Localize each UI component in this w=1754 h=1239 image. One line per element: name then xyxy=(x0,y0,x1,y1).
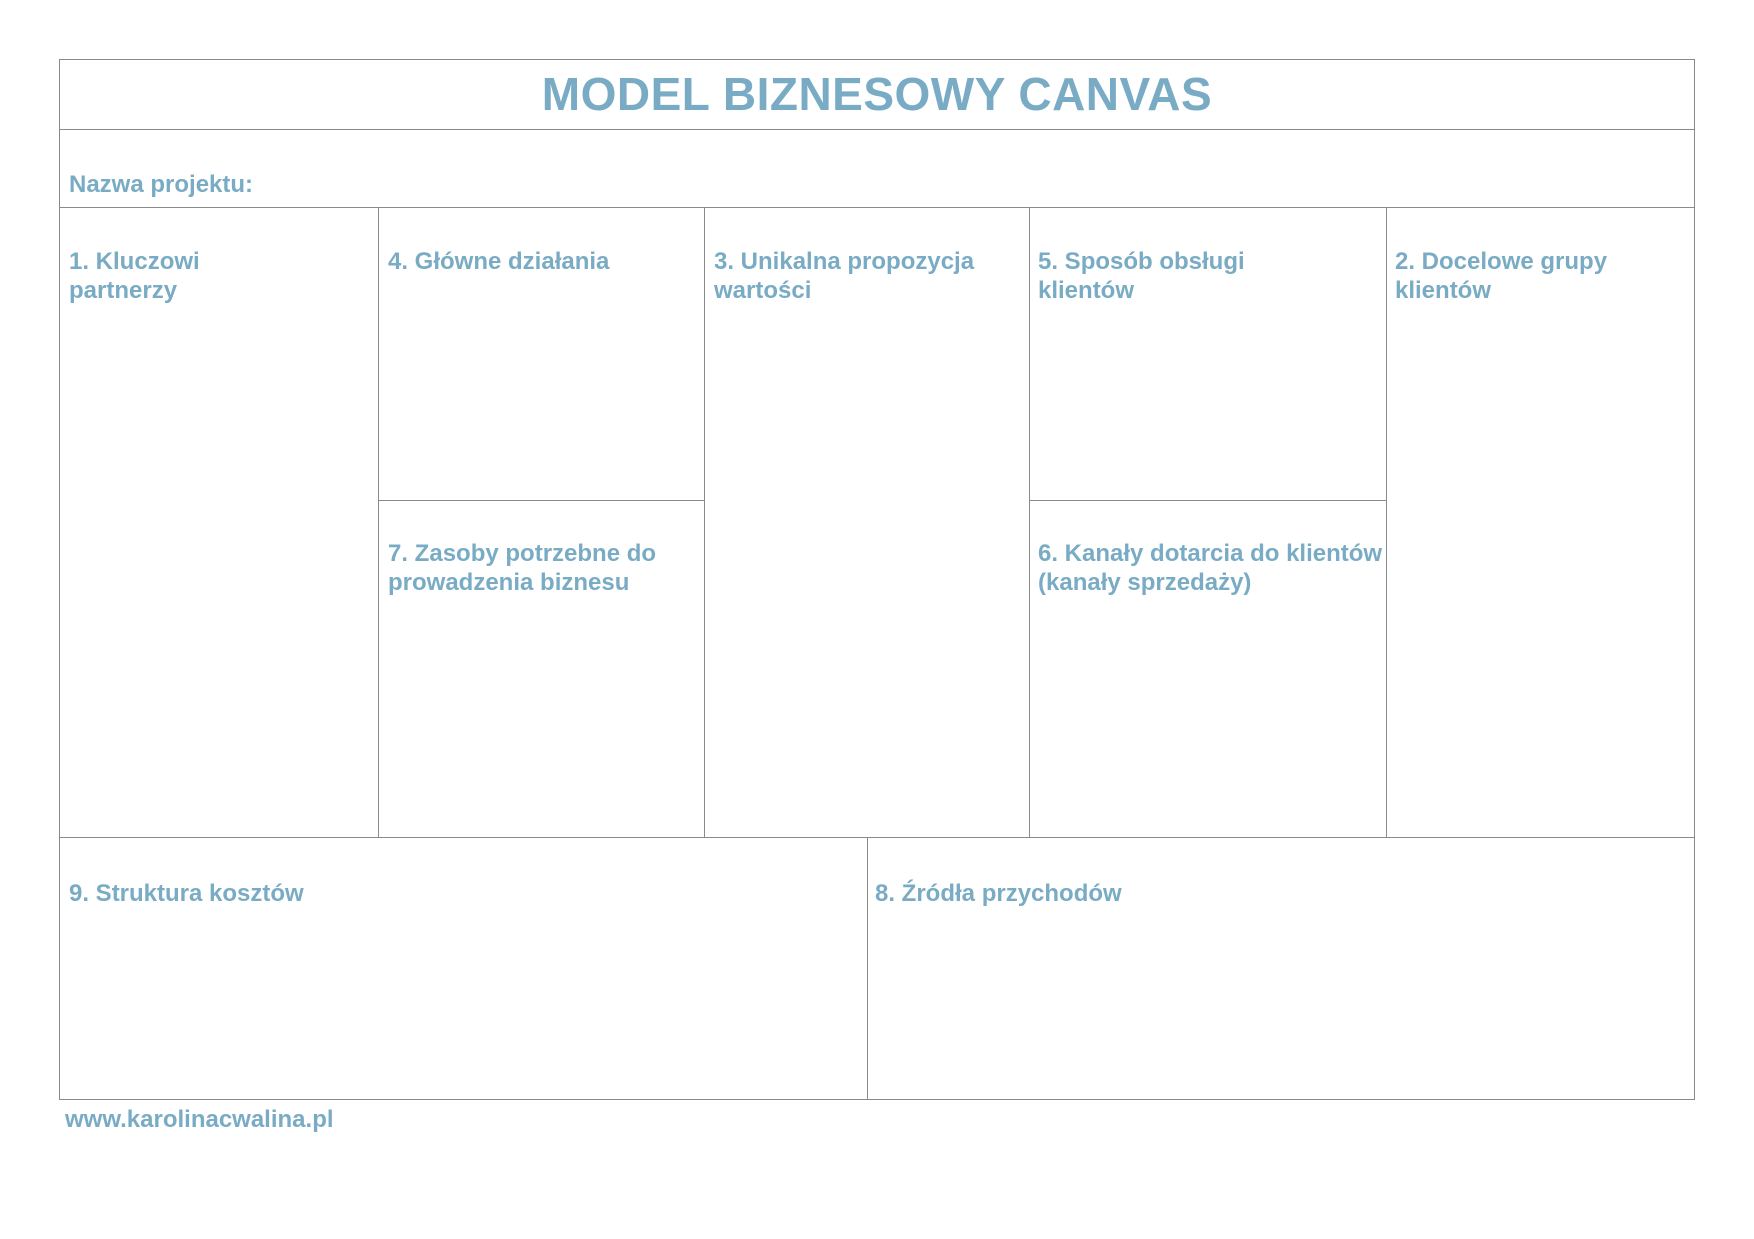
section-channels-label: 6. Kanały dotarcia do klientów (kanały sprzedaży) xyxy=(1038,540,1383,596)
canvas-frame xyxy=(59,59,1695,1100)
section-customer-segments-label: 2. Docelowe grupy klientów xyxy=(1395,248,1608,304)
section-key-activities-label: 4. Główne działania xyxy=(388,248,610,275)
divider-title-bottom xyxy=(59,129,1695,130)
divider-main-bottom xyxy=(59,837,1695,838)
divider-col-1 xyxy=(378,207,379,837)
divider-relationships-channels xyxy=(1029,500,1386,501)
section-cost-structure-label: 9. Struktura kosztów xyxy=(69,880,304,907)
divider-activities-resources xyxy=(378,500,704,501)
section-value-proposition-label: 3. Unikalna propozycja wartości xyxy=(714,248,975,304)
section-revenue-streams-label: 8. Źródła przychodów xyxy=(875,880,1122,907)
section-customer-relationships-label: 5. Sposób obsługi klientów xyxy=(1038,248,1245,304)
section-key-resources-label: 7. Zasoby potrzebne do prowadzenia biznesu xyxy=(388,540,657,596)
divider-col-4 xyxy=(1386,207,1387,837)
divider-col-3 xyxy=(1029,207,1030,837)
divider-col-2 xyxy=(704,207,705,837)
section-key-partners-label: 1. Kluczowi partnerzy xyxy=(69,248,200,304)
page-title: MODEL BIZNESOWY CANVAS xyxy=(541,68,1213,120)
divider-bottom-split xyxy=(867,837,868,1100)
project-name-label: Nazwa projektu: xyxy=(69,171,254,198)
footer-website-link[interactable]: www.karolinacwalina.pl xyxy=(65,1106,334,1133)
divider-project-bottom xyxy=(59,207,1695,208)
